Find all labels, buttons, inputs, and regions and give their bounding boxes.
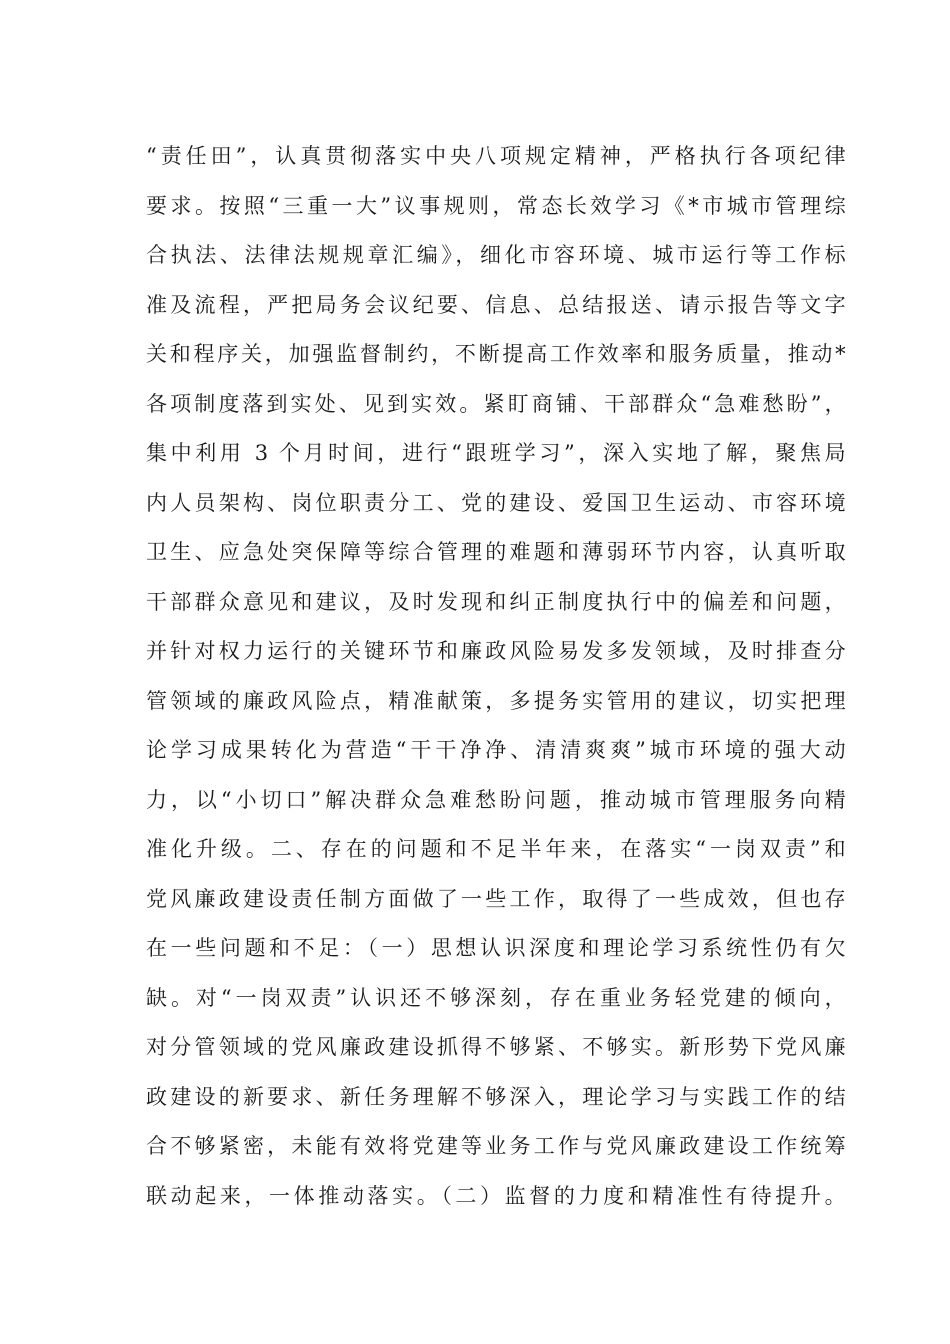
text-line: 内人员架构、岗位职责分工、党的建设、爱国卫生运动、市容环境 xyxy=(146,490,846,515)
text-line: 准化升级。二、存在的问题和不足半年来，在落实“一岗双责”和 xyxy=(146,837,846,861)
text-line: 党风廉政建设责任制方面做了一些工作，取得了一些成效，但也存 xyxy=(146,886,846,911)
text-line: 力，以“小切口”解决群众急难愁盼问题，推动城市管理服务向精 xyxy=(146,787,846,812)
text-line: 论学习成果转化为营造“干干净净、清清爽爽”城市环境的强大动 xyxy=(146,738,846,762)
text-line: 要求。按照“三重一大”议事规则，常态长效学习《*市城市管理综 xyxy=(146,193,846,218)
text-line: 并针对权力运行的关键环节和廉政风险易发多发领域，及时排查分 xyxy=(146,639,846,663)
text-line: 合执法、法律法规规章汇编》，细化市容环境、城市运行等工作标 xyxy=(146,243,846,267)
text-line: 对分管领域的党风廉政建设抓得不够紧、不够实。新形势下党风廉 xyxy=(146,1035,846,1059)
text-line: 干部群众意见和建议，及时发现和纠正制度执行中的偏差和问题， xyxy=(146,589,846,614)
text-line: “责任田”，认真贯彻落实中央八项规定精神，严格执行各项纪律 xyxy=(146,144,846,168)
text-line: 集中利用 3 个月时间，进行“跟班学习”，深入实地了解，聚焦局 xyxy=(146,441,846,465)
text-line: 合不够紧密，未能有效将党建等业务工作与党风廉政建设工作统筹 xyxy=(146,1134,846,1158)
text-line: 准及流程，严把局务会议纪要、信息、总结报送、请示报告等文字 xyxy=(146,292,846,317)
text-line: 在一些问题和不足：（一）思想认识深度和理论学习系统性仍有欠 xyxy=(146,936,846,960)
text-line: 管领域的廉政风险点，精准献策，多提务实管用的建议，切实把理 xyxy=(146,688,846,713)
text-line: 缺。对“一岗双责”认识还不够深刻，存在重业务轻党建的倾向， xyxy=(146,985,846,1010)
text-line: 政建设的新要求、新任务理解不够深入，理论学习与实践工作的结 xyxy=(146,1084,846,1109)
text-line: 关和程序关，加强监督制约，不断提高工作效率和服务质量，推动* xyxy=(146,342,846,366)
text-line: 卫生、应急处突保障等综合管理的难题和薄弱环节内容，认真听取 xyxy=(146,540,846,564)
body-paragraph xyxy=(146,132,846,1221)
text-line: 各项制度落到实处、见到实效。紧盯商铺、干部群众“急难愁盼”， xyxy=(146,391,846,416)
text-line: 联动起来，一体推动落实。（二）监督的力度和精准性有待提升。 xyxy=(146,1183,846,1208)
